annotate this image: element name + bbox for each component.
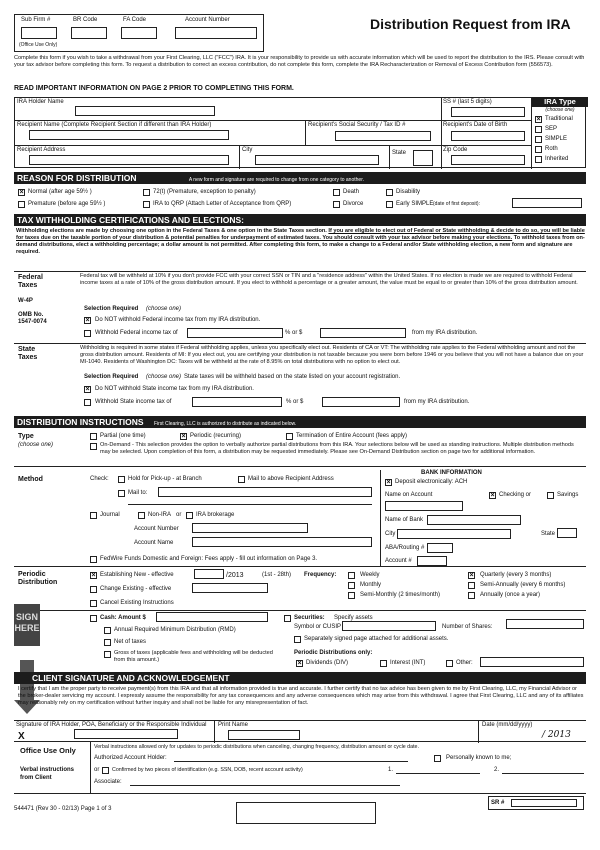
personally-known: Personally known to me; — [446, 755, 512, 761]
id-number-1: 1. — [388, 767, 394, 773]
state-taxes-label: Taxes — [18, 354, 38, 361]
br-code-field[interactable] — [71, 27, 107, 39]
interest-checkbox[interactable] — [380, 660, 387, 667]
distribution-label: Distribution — [18, 579, 58, 586]
state-pct-field[interactable] — [192, 397, 282, 407]
divorce-checkbox[interactable] — [333, 201, 340, 208]
establishing-range: (1st - 28th) — [262, 572, 292, 578]
check-label: Check: — [90, 476, 109, 482]
state-note: State taxes will be withheld based on the state listed on your account registration. — [184, 374, 401, 380]
type-sep: SEP — [545, 126, 558, 132]
associate-label: Associate: — [94, 779, 122, 785]
omb-number: 1547-0074 — [18, 319, 47, 325]
quarterly-checkbox[interactable]: × — [469, 572, 474, 579]
normal-checkbox[interactable]: × — [19, 189, 24, 196]
other-field[interactable] — [480, 657, 584, 667]
mail-to-checkbox[interactable] — [118, 490, 125, 497]
recipient-ssn-label: Recipient's Social Security / Tax ID # — [308, 122, 406, 128]
date-label: Date (mm/dd/yyyy) — [482, 722, 533, 728]
separately-signed: Separately signed page attached for additional assets. — [304, 636, 449, 642]
bank-info-panel — [380, 470, 586, 566]
ira-holder-name-field[interactable] — [75, 106, 215, 116]
type-periodic: Periodic (recurring) — [190, 433, 242, 439]
securities-checkbox[interactable] — [284, 615, 291, 622]
journal-account-name-field[interactable] — [192, 537, 372, 547]
dividends-checkbox[interactable]: × — [297, 660, 302, 667]
state-text: Withholding is required in some states if Federal withholding applies, unless you specifically elect out. Residents of CA or VT: The withholding rate applies to the Federal withholding amount and not the gross distribution amount. Residents of MI: If you elect out, you are certifying your distribution is not taxable because you were born before 1946 or you believe that you will not have a balance due on your MI-1040. Residents of Washington DC: Taxes will be withheld at the rate of 8.95% on total distributions with no option to elect out. — [80, 345, 584, 365]
fed-withhold: Withhold Federal income tax of — [95, 330, 178, 336]
sr-box — [488, 796, 584, 810]
freq-annually: Annually (once a year) — [480, 592, 541, 598]
checking: Checking or — [499, 492, 532, 498]
sep-checkbox[interactable] — [535, 126, 542, 133]
gross-taxes-checkbox[interactable] — [104, 651, 111, 658]
city-label: City — [242, 147, 253, 153]
zip-label: Zip Code — [443, 147, 468, 153]
reason-72t: 72(t) (Premature, exception to penalty) — [153, 189, 256, 195]
office-or: or — [94, 767, 100, 773]
securities: Securities: — [294, 615, 325, 621]
city-field[interactable] — [255, 155, 379, 165]
journal-or: or — [176, 512, 182, 518]
name-of-bank: Name of Bank — [385, 517, 424, 523]
sr-field[interactable] — [511, 799, 577, 807]
fed-withhold-checkbox[interactable] — [84, 330, 91, 337]
bank-state: State — [541, 531, 556, 537]
interest: Interest (INT) — [390, 660, 426, 666]
name-on-account-field[interactable] — [385, 501, 463, 511]
recipient-name-field[interactable] — [29, 130, 229, 140]
ira-type-choose: (choose one) — [545, 107, 575, 113]
state-no-withhold: Do NOT withhold State income tax from my IRA distribution. — [95, 386, 254, 392]
cancel-existing: Cancel Existing Instructions — [100, 600, 174, 606]
freq-monthly: Monthly — [360, 582, 382, 588]
signature-heading: CLIENT SIGNATURE AND ACKNOWLEDGEMENT — [14, 672, 586, 684]
journal-account-name: Account Name — [134, 540, 174, 546]
federal-label: Federal — [18, 274, 43, 281]
ss-label: SS # (last 5 digits) — [443, 99, 492, 105]
deposit-ach: Deposit electronically: ACH — [395, 479, 468, 485]
non-ira-checkbox[interactable] — [138, 512, 145, 519]
change-existing-field[interactable] — [192, 583, 268, 593]
name-on-account: Name on Account — [385, 492, 433, 498]
establishing-year: /2013 — [226, 572, 244, 579]
state-label: State — [392, 150, 407, 156]
ira-type-heading: IRA Type — [532, 97, 588, 107]
reason-normal: Normal (after age 59½ ) — [28, 189, 92, 195]
signature-row — [14, 720, 586, 742]
ira-brokerage-checkbox[interactable] — [186, 512, 193, 519]
signature-x: X — [18, 731, 25, 742]
disability-checkbox[interactable] — [386, 189, 393, 196]
reason-death: Death — [343, 189, 360, 195]
office-use-label: Office Use Only — [20, 746, 76, 755]
office-use-section — [14, 742, 586, 794]
reason-ira-qrp: IRA to QRP (Attach Letter of Acceptance from QRP) — [153, 201, 292, 207]
recipient-name-label: Recipient Name (Complete Recipient Section if different than IRA Holder) — [17, 122, 212, 128]
sr-label: SR # — [491, 800, 505, 806]
ira-brokerage: IRA brokerage — [196, 512, 235, 518]
account-number-field[interactable] — [175, 27, 257, 39]
federal-text: Federal tax will be withheld at 10% if you don't provide FCC with your correct SSN or TIN and a "residence address" within the United States. If no election is made we are required to withhold Federal income taxes at a rate of 10% of the gross distribution amount. If you elect to withhold a percentage or a greater amount, the value must be equal to or greater than 10% of the gross distribution amount. — [80, 273, 578, 286]
recipient-address-label: Recipient Address — [17, 147, 66, 153]
name-of-bank-field[interactable] — [427, 515, 521, 525]
state-no-withhold-checkbox[interactable]: × — [85, 386, 90, 393]
bank-state-field[interactable] — [557, 528, 577, 538]
type-roth: Roth — [545, 146, 558, 152]
savings-checkbox[interactable] — [547, 492, 554, 499]
annually-checkbox[interactable] — [468, 592, 475, 599]
savings: Savings — [557, 492, 579, 498]
account-number-label: Account Number — [185, 17, 230, 23]
traditional-checkbox[interactable]: × — [536, 116, 541, 123]
annual-rmd-checkbox[interactable] — [104, 627, 111, 634]
freq-quarterly: Quarterly (every 3 months) — [480, 572, 552, 578]
signature-label: Signature of IRA Holder, POA, Beneficiary or the Responsible Individual — [16, 722, 207, 728]
print-name-field[interactable] — [228, 730, 300, 740]
type-inherited: Inherited — [545, 156, 569, 162]
reason-divorce: Divorce — [343, 201, 364, 207]
personally-known-checkbox[interactable] — [434, 755, 441, 762]
type-label: Type — [18, 433, 34, 440]
state-field[interactable] — [413, 150, 433, 166]
form-number: 544471 (Rev 30 - 02/13) Page 1 of 3 — [14, 806, 112, 812]
state-amount-field[interactable] — [322, 397, 400, 407]
simple-checkbox[interactable] — [535, 136, 542, 143]
state-selection-required: Selection Required — [84, 374, 139, 380]
mail-recipient: Mail to above Recipient Address — [248, 476, 334, 482]
state-pct-or: % or $ — [286, 399, 304, 405]
hold-pickup: Hold for Pick-up - at Branch — [128, 476, 202, 482]
bank-city-field[interactable] — [397, 529, 511, 539]
establishing-checkbox[interactable]: × — [91, 572, 96, 579]
bank-info-heading: BANK INFORMATION — [421, 470, 482, 476]
roth-checkbox[interactable] — [535, 146, 542, 153]
ira-qrp-checkbox[interactable] — [143, 201, 150, 208]
inherited-checkbox[interactable] — [535, 156, 542, 163]
date-written: / 2013 — [542, 730, 571, 740]
ss-field[interactable] — [451, 107, 525, 117]
intro-text: Complete this form if you wish to take a withdrawal from your First Clearing, LLC ("FCC") IRA. It is your responsibility to provide us with accurate information which will be used to report the distribution to the IRS. Please consult with your tax advisor before completing this form. To request a distribution to correct an excess contribution, do not complete this form, complete the IRA Recharacterization or Removal of Excess Contribution form (556573). — [14, 55, 585, 68]
semi-monthly-checkbox[interactable] — [348, 592, 355, 599]
recipient-address-field[interactable] — [29, 155, 229, 165]
other-checkbox[interactable] — [446, 660, 453, 667]
symbol-cusip: Symbol or CUSIP — [294, 624, 342, 630]
mail-to: Mail to: — [128, 490, 148, 496]
tax-intro: Withholding elections are made by choosing one option in the Federal Taxes & one option in the State Taxes section. If you are eligible to elect out of Federal or State withholding & decide to do so, you will be liable for taxes due on the taxable portion of your distribution & potential penalties for underpayment of estimated taxes. You should consult with your tax advisor before making your elections. To withhold taxes from on-demand distributions, elect a withholding percentage; a dollar amount is not permitted. After completing this form, to make a change to a Federal and/or State withholding election, a new form and signature are required. — [16, 228, 585, 255]
recipient-dob-field[interactable] — [451, 131, 525, 141]
monthly-checkbox[interactable] — [348, 582, 355, 589]
fed-selection-required: Selection Required — [84, 306, 139, 312]
aba-routing-field[interactable] — [427, 543, 453, 553]
fedwire-checkbox[interactable] — [90, 556, 97, 563]
net-taxes: Net of taxes — [114, 639, 147, 645]
office-code-grid — [14, 14, 264, 52]
sub-firm-field[interactable] — [21, 27, 57, 39]
method-label: Method — [18, 476, 43, 483]
deposit-ach-checkbox[interactable]: × — [386, 479, 391, 486]
fa-code-label: FA Code — [123, 17, 147, 23]
authorized-holder: Authorized Account Holder: — [94, 755, 167, 761]
cancel-existing-checkbox[interactable] — [90, 600, 97, 607]
fed-pct-field[interactable] — [187, 328, 283, 338]
type-on-demand: On-Demand - This selection provides the option to verbally authorize partial distributions from this IRA. Your selections below will be used as standing instructions. Multiple distribution methods may be selected. Upon completion of this form, a distribution may be requested immediately. Please see On-Demand Distribution section on page two for additional information. — [100, 442, 574, 455]
change-existing: Change Existing - effective — [100, 586, 172, 592]
cash-amount: Cash: Amount $ — [100, 615, 146, 621]
bank-city: City — [385, 531, 396, 537]
ira-holder-name-label: IRA Holder Name — [17, 99, 64, 105]
page-title: Distribution Request from IRA — [370, 16, 571, 32]
zip-field[interactable] — [451, 155, 525, 165]
type-choose-one: (choose one) — [18, 442, 54, 448]
change-existing-checkbox[interactable] — [90, 586, 97, 593]
premature-checkbox[interactable] — [18, 201, 25, 208]
mail-recipient-checkbox[interactable] — [238, 476, 245, 483]
net-taxes-checkbox[interactable] — [104, 639, 111, 646]
periodic-label: Periodic — [18, 571, 46, 578]
signature-text: I certify that I am the proper party to receive payment(s) from this IRA and that all information provided is true and accurate. I further certify that no tax advice has been given to me by First Clearing, LLC, my Financial Advisor or the broker-dealer servicing my account. I expressly assume the responsibility for any tax consequences and any adverse consequences which may arise from this withdrawal. I agree that First Clearing, LLC and any of its affiliates may reasonably rely on my certification without further inquiry and shall not be liable for any misrepresentation of fact. — [18, 686, 584, 706]
termination-checkbox[interactable] — [286, 433, 293, 440]
verbal-from-client: Verbal instructions from Client — [20, 767, 75, 781]
footer-barcode-field — [236, 802, 376, 824]
holder-section — [14, 97, 586, 168]
federal-taxes-label: Taxes — [18, 282, 38, 289]
office-use-note: (Office Use Only) — [19, 42, 58, 48]
instructions-heading: DISTRIBUTION INSTRUCTIONS First Clearing, LLC is authorized to distribute as indicated below. — [14, 416, 586, 428]
frequency-label: Frequency: — [304, 572, 337, 578]
other: Other: — [456, 660, 473, 666]
verbal-note: Verbal instructions allowed only for updates to periodic distributions when canceling, changing frequency, distribution amount or cycle date. — [94, 744, 419, 750]
annual-rmd: Annual Required Minimum Distribution (RMD) — [114, 627, 236, 633]
fed-no-withhold: Do NOT withhold Federal income tax from my IRA distribution. — [95, 317, 261, 323]
72t-checkbox[interactable] — [143, 189, 150, 196]
semi-annually-checkbox[interactable] — [468, 582, 475, 589]
id-number-2: 2. — [494, 767, 500, 773]
bank-account: Account # — [385, 558, 412, 564]
journal-checkbox[interactable] — [90, 512, 97, 519]
state-choose-one: (choose one) — [146, 374, 182, 380]
sign-here-line-1: SIGN — [15, 612, 38, 622]
type-traditional: Traditional — [545, 116, 573, 122]
reason-early-simple: Early SIMPLE — [396, 201, 434, 207]
bank-account-field[interactable] — [417, 556, 447, 566]
non-ira: Non-IRA — [148, 512, 172, 518]
state-tail: from my IRA distribution. — [404, 399, 470, 405]
confirmed-id: Confirmed by two pieces of identification (e.g. SSN, DOB, recent account activity) — [112, 767, 303, 773]
recipient-dob-label: Recipient's Date of Birth — [443, 122, 508, 128]
reason-heading: REASON FOR DISTRIBUTION A new form and signature are required to change from one category to another. — [14, 172, 586, 184]
tax-heading: TAX WITHHOLDING CERTIFICATIONS AND ELECTIONS: — [14, 214, 586, 226]
type-partial: Partial (one time) — [100, 433, 146, 439]
journal: Journal — [100, 512, 120, 518]
br-code-label: BR Code — [73, 17, 98, 23]
aba-routing: ABA/Routing # — [385, 545, 425, 551]
separately-signed-checkbox[interactable] — [294, 636, 301, 643]
ira-type-panel — [531, 97, 588, 169]
partial-checkbox[interactable] — [90, 433, 97, 440]
periodic-only: Periodic Distributions only: — [294, 650, 373, 656]
fed-no-withhold-checkbox[interactable]: × — [85, 317, 90, 324]
first-deposit-field[interactable] — [512, 198, 582, 208]
fedwire: FedWire Funds Domestic and Foreign: Fees apply - fill out information on Page 3. — [100, 556, 318, 562]
weekly-checkbox[interactable] — [348, 572, 355, 579]
reason-premature: Premature (before age 59½ ) — [28, 201, 106, 207]
freq-weekly: Weekly — [360, 572, 380, 578]
signature-field[interactable] — [74, 729, 178, 739]
periodic-checkbox[interactable]: × — [181, 433, 186, 440]
confirmed-checkbox[interactable] — [102, 767, 109, 774]
freq-semi-annually: Semi-Annually (every 6 months) — [480, 582, 566, 588]
cash-amount-field[interactable] — [156, 612, 268, 622]
state-tax-label: State — [18, 346, 36, 353]
early-simple-checkbox[interactable] — [386, 201, 393, 208]
fed-tail: from my IRA distribution. — [412, 330, 478, 336]
cash-checkbox[interactable] — [90, 615, 97, 622]
death-checkbox[interactable] — [333, 189, 340, 196]
recipient-ssn-field[interactable] — [335, 131, 431, 141]
fed-pct-or: % or $ — [285, 330, 303, 336]
checking-checkbox[interactable]: × — [490, 492, 495, 499]
read-notice: READ IMPORTANT INFORMATION ON PAGE 2 PRIOR TO COMPLETING THIS FORM. — [14, 85, 294, 92]
fed-choose-one: (choose one) — [146, 306, 182, 312]
dividends: Dividends (DIV) — [306, 660, 349, 666]
type-termination: Termination of Entire Account (fees apply) — [296, 433, 408, 439]
state-withhold-checkbox[interactable] — [84, 399, 91, 406]
number-shares: Number of Shares: — [442, 624, 493, 630]
sign-here-tab — [14, 604, 40, 646]
fed-amount-field[interactable] — [320, 328, 406, 338]
hold-pickup-checkbox[interactable] — [118, 476, 125, 483]
sub-firm-label: Sub Firm # — [21, 17, 51, 23]
journal-account-number: Account Number — [134, 526, 179, 532]
state-withhold: Withhold State income tax of — [95, 399, 172, 405]
sign-here-line-2: HERE — [14, 623, 40, 633]
type-simple: SIMPLE — [545, 136, 568, 142]
reason-disability: Disability — [396, 189, 421, 195]
journal-account-number-field[interactable] — [192, 523, 308, 533]
freq-semi-monthly: Semi-Monthly (2 times/month) — [360, 592, 441, 598]
number-shares-field[interactable] — [506, 619, 584, 629]
w4p-label: W-4P — [18, 298, 33, 304]
symbol-cusip-field[interactable] — [342, 621, 436, 631]
print-name-label: Print Name — [218, 722, 249, 728]
gross-taxes: Gross of taxes (applicable fees and withholding will be deducted from this amount.) — [114, 650, 273, 663]
mail-to-field[interactable] — [158, 487, 372, 497]
establishing-date-field[interactable] — [194, 569, 224, 579]
reason-first-deposit: (date of first deposit): — [433, 201, 480, 207]
specify-assets: Specify assets — [334, 615, 373, 621]
fa-code-field[interactable] — [121, 27, 157, 39]
omb-label: OMB No. — [18, 312, 44, 318]
establishing: Establishing New - effective — [100, 572, 174, 578]
on-demand-checkbox[interactable] — [90, 443, 97, 450]
